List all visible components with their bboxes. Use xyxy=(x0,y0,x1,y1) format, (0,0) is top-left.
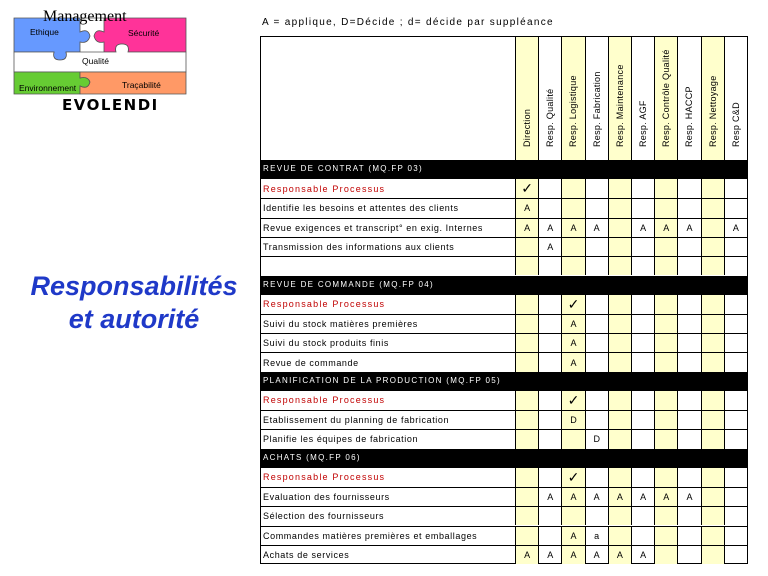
responsibility-cell xyxy=(585,257,608,275)
responsibility-cell xyxy=(724,391,747,410)
column-header-label: Resp. AGF xyxy=(638,100,649,147)
task-label: Transmission des informations aux clients xyxy=(263,242,455,253)
column-header xyxy=(631,37,654,160)
responsibility-cell xyxy=(654,411,677,429)
responsibility-cell: A xyxy=(561,546,584,564)
responsibility-cell xyxy=(585,468,608,487)
responsibility-cell xyxy=(538,527,561,545)
responsibility-cell xyxy=(724,468,747,487)
column-header xyxy=(561,37,584,160)
column-header-label: Resp. Logistique xyxy=(568,75,579,147)
task-label: Planifie les équipes de fabrication xyxy=(263,434,419,445)
responsibility-cell xyxy=(701,411,724,429)
responsibility-cell xyxy=(631,179,654,198)
brand-name: EVOLENDI xyxy=(62,96,159,114)
table-row xyxy=(261,256,747,275)
responsibility-cell xyxy=(724,353,747,371)
responsibility-cell xyxy=(561,238,584,256)
table-row xyxy=(261,506,747,525)
responsibility-cell xyxy=(608,391,631,410)
responsibility-cell: A xyxy=(538,488,561,506)
responsibility-cell xyxy=(701,430,724,448)
responsibility-cell xyxy=(701,257,724,275)
column-header-label: Resp. HACCP xyxy=(684,86,695,147)
responsibility-cell xyxy=(654,315,677,333)
side-title-line-2: et autorité xyxy=(68,304,200,334)
responsibility-cell xyxy=(585,315,608,333)
responsibility-cell xyxy=(701,546,724,564)
section-title: ACHATS (MQ.FP 06) xyxy=(263,452,361,462)
responsibility-cell: a xyxy=(585,527,608,545)
table-row xyxy=(261,333,747,352)
responsibility-cell xyxy=(585,199,608,217)
column-header-label: Resp. Qualité xyxy=(545,88,556,147)
responsibility-cell xyxy=(654,199,677,217)
responsibility-cell: A xyxy=(631,488,654,506)
logo-title: Management xyxy=(43,8,127,25)
check-mark-cell: ✓ xyxy=(515,179,538,198)
responsibility-cell: A xyxy=(515,219,538,237)
table-row xyxy=(261,545,747,564)
responsibility-cell: A xyxy=(561,334,584,352)
section-header xyxy=(261,372,747,391)
responsibility-cell xyxy=(538,391,561,410)
responsibility-cell xyxy=(585,334,608,352)
responsibility-cell xyxy=(538,295,561,314)
responsibility-cell xyxy=(654,507,677,525)
responsibility-cell: A xyxy=(561,315,584,333)
responsibility-cell xyxy=(585,353,608,371)
responsibility-cell xyxy=(701,507,724,525)
responsibility-cell xyxy=(701,468,724,487)
responsibility-cell: A xyxy=(585,488,608,506)
responsibility-cell xyxy=(677,468,700,487)
responsibility-cell xyxy=(608,507,631,525)
responsibility-cell xyxy=(701,527,724,545)
responsibility-cell xyxy=(538,430,561,448)
responsibility-cell xyxy=(701,219,724,237)
table-row xyxy=(261,314,747,333)
task-label: Sélection des fournisseurs xyxy=(263,511,385,522)
column-header-label: Resp C&D xyxy=(730,102,741,147)
responsibility-cell: A xyxy=(585,219,608,237)
responsibility-cell xyxy=(654,391,677,410)
responsibility-cell: A xyxy=(585,546,608,564)
column-header-label: Resp. Contrôle Qualité xyxy=(661,49,672,147)
responsibility-cell xyxy=(701,199,724,217)
responsibility-cell: A xyxy=(515,199,538,217)
task-label: Commandes matières premières et emballages xyxy=(263,530,478,541)
responsibility-cell xyxy=(701,179,724,198)
column-header xyxy=(608,37,631,160)
responsibility-cell xyxy=(677,353,700,371)
column-header-label: Resp. Fabrication xyxy=(591,71,602,147)
section-title: REVUE DE CONTRAT (MQ.FP 03) xyxy=(263,164,424,173)
responsibility-cell xyxy=(631,199,654,217)
responsibility-cell xyxy=(631,468,654,487)
responsibility-cell xyxy=(608,179,631,198)
responsibility-cell xyxy=(724,199,747,217)
responsibility-cell xyxy=(538,179,561,198)
column-header xyxy=(701,37,724,160)
responsibility-cell xyxy=(561,507,584,525)
task-label xyxy=(263,257,515,275)
check-mark-cell: ✓ xyxy=(561,391,584,410)
responsibility-cell xyxy=(515,295,538,314)
responsibility-cell xyxy=(561,179,584,198)
responsibility-cell xyxy=(677,546,700,564)
responsibility-cell xyxy=(677,527,700,545)
responsibility-cell xyxy=(631,334,654,352)
responsibility-cell xyxy=(677,391,700,410)
responsibility-cell: A xyxy=(561,219,584,237)
responsibility-cell xyxy=(608,527,631,545)
responsibility-cell: A xyxy=(608,546,631,564)
responsibility-cell xyxy=(724,295,747,314)
process-owner-label: Responsable Processus xyxy=(263,299,386,310)
responsibility-cell xyxy=(724,238,747,256)
responsibility-cell xyxy=(608,199,631,217)
table-row xyxy=(261,410,747,429)
table-row xyxy=(261,391,747,410)
responsibility-cell xyxy=(701,295,724,314)
process-owner-label: Responsable Processus xyxy=(263,395,386,406)
task-label: Identifie les besoins et attentes des clients xyxy=(263,203,459,214)
responsibility-cell: A xyxy=(538,546,561,564)
responsibility-cell xyxy=(654,468,677,487)
responsibility-cell xyxy=(585,238,608,256)
responsibility-cell: A xyxy=(631,546,654,564)
responsibility-cell xyxy=(654,295,677,314)
responsibility-cell: A xyxy=(561,353,584,371)
section-title: REVUE DE COMMANDE (MQ.FP 04) xyxy=(263,279,434,289)
table-row xyxy=(261,198,747,217)
responsibility-cell xyxy=(538,315,561,333)
section-header xyxy=(261,449,747,468)
task-label: Suivi du stock produits finis xyxy=(263,338,389,349)
responsibility-cell xyxy=(724,527,747,545)
responsibility-cell xyxy=(724,430,747,448)
responsibility-cell xyxy=(701,353,724,371)
responsibility-cell xyxy=(724,488,747,506)
responsibility-cell xyxy=(608,219,631,237)
responsibility-cell xyxy=(677,295,700,314)
responsibility-cell xyxy=(538,411,561,429)
responsibility-matrix xyxy=(260,36,748,564)
responsibility-cell xyxy=(608,257,631,275)
responsibility-cell xyxy=(538,353,561,371)
responsibility-cell xyxy=(538,257,561,275)
responsibility-cell xyxy=(724,334,747,352)
responsibility-cell xyxy=(515,238,538,256)
responsibility-cell: A xyxy=(538,219,561,237)
responsibility-cell xyxy=(701,315,724,333)
responsibility-cell xyxy=(515,315,538,333)
responsibility-cell xyxy=(608,315,631,333)
responsibility-cell xyxy=(654,546,677,564)
responsibility-cell xyxy=(515,488,538,506)
responsibility-cell xyxy=(654,353,677,371)
responsibility-cell xyxy=(724,315,747,333)
responsibility-cell: D xyxy=(585,430,608,448)
responsibility-cell xyxy=(677,430,700,448)
legend: A = applique, D=Décide ; d= décide par suppléance xyxy=(262,17,554,28)
logo-label-environnement: Environnement xyxy=(19,83,77,93)
responsibility-cell xyxy=(677,315,700,333)
responsibility-cell xyxy=(631,430,654,448)
responsibility-cell xyxy=(701,391,724,410)
table-row xyxy=(261,295,747,314)
table-row xyxy=(261,429,747,448)
responsibility-cell xyxy=(654,334,677,352)
responsibility-cell xyxy=(677,334,700,352)
task-label: Revue exigences et transcript° en exig. Internes xyxy=(263,222,484,233)
responsibility-cell xyxy=(631,353,654,371)
responsibility-cell xyxy=(515,468,538,487)
responsibility-cell xyxy=(515,334,538,352)
column-header xyxy=(538,37,561,160)
responsibility-cell xyxy=(515,507,538,525)
responsibility-cell xyxy=(677,257,700,275)
responsibility-cell xyxy=(677,411,700,429)
column-header-label: Direction xyxy=(522,108,533,147)
responsibility-cell: A xyxy=(561,527,584,545)
section-title: PLANIFICATION DE LA PRODUCTION (MQ.FP 05) xyxy=(263,375,501,385)
responsibility-cell: A xyxy=(561,488,584,506)
table-row xyxy=(261,468,747,487)
responsibility-cell: A xyxy=(724,219,747,237)
process-owner-label: Responsable Processus xyxy=(263,472,386,483)
responsibility-cell xyxy=(677,507,700,525)
responsibility-cell: A xyxy=(608,488,631,506)
responsibility-cell xyxy=(515,430,538,448)
table-row xyxy=(261,526,747,545)
responsibility-cell xyxy=(724,179,747,198)
task-label: Suivi du stock matières premières xyxy=(263,318,418,329)
responsibility-cell xyxy=(724,411,747,429)
responsibility-cell xyxy=(538,507,561,525)
table-row xyxy=(261,237,747,256)
responsibility-cell: A xyxy=(631,219,654,237)
responsibility-cell xyxy=(608,295,631,314)
responsibility-cell xyxy=(608,238,631,256)
responsibility-cell xyxy=(561,430,584,448)
responsibility-cell xyxy=(654,238,677,256)
side-title xyxy=(14,270,254,336)
column-header-label: Resp. Maintenance xyxy=(614,64,625,147)
responsibility-cell: A xyxy=(677,488,700,506)
check-mark-cell: ✓ xyxy=(561,295,584,314)
responsibility-cell xyxy=(515,353,538,371)
responsibility-cell xyxy=(585,507,608,525)
responsibility-cell xyxy=(608,411,631,429)
responsibility-cell xyxy=(724,546,747,564)
responsibility-cell xyxy=(538,199,561,217)
logo-label-securite: Sécurité xyxy=(128,28,160,38)
column-header xyxy=(585,37,608,160)
logo-label-ethique: Ethique xyxy=(30,27,59,37)
check-mark-cell: ✓ xyxy=(561,468,584,487)
responsibility-cell xyxy=(631,527,654,545)
responsibility-cell xyxy=(515,411,538,429)
column-header-label: Resp. Nettoyage xyxy=(707,75,718,147)
responsibility-cell xyxy=(631,295,654,314)
logo-label-tracabilite: Traçabilité xyxy=(122,80,161,90)
column-header xyxy=(724,37,747,160)
responsibility-cell xyxy=(631,507,654,525)
column-header xyxy=(677,37,700,160)
responsibility-cell xyxy=(515,391,538,410)
task-label: Evaluation des fournisseurs xyxy=(263,492,390,503)
responsibility-cell xyxy=(701,488,724,506)
responsibility-cell xyxy=(585,411,608,429)
task-label: Revue de commande xyxy=(263,357,359,368)
responsibility-cell xyxy=(724,507,747,525)
responsibility-cell: A xyxy=(654,488,677,506)
responsibility-cell: A xyxy=(515,546,538,564)
responsibility-cell xyxy=(724,257,747,275)
responsibility-cell xyxy=(631,391,654,410)
responsibility-cell xyxy=(631,411,654,429)
responsibility-cell xyxy=(538,468,561,487)
responsibility-cell xyxy=(561,199,584,217)
responsibility-cell xyxy=(677,238,700,256)
responsibility-cell: A xyxy=(654,219,677,237)
responsibility-cell xyxy=(701,334,724,352)
responsibility-cell: A xyxy=(538,238,561,256)
task-label: Achats de services xyxy=(263,549,350,560)
responsibility-cell xyxy=(585,179,608,198)
process-owner-label: Responsable Processus xyxy=(263,183,386,194)
logo-label-qualite: Qualité xyxy=(82,56,109,66)
column-header xyxy=(515,37,538,160)
responsibility-cell xyxy=(654,257,677,275)
responsibility-cell xyxy=(654,179,677,198)
responsibility-cell: A xyxy=(677,219,700,237)
responsibility-cell xyxy=(654,430,677,448)
responsibility-cell xyxy=(515,257,538,275)
responsibility-cell xyxy=(608,430,631,448)
responsibility-cell xyxy=(654,527,677,545)
responsibility-cell xyxy=(677,199,700,217)
responsibility-cell xyxy=(701,238,724,256)
responsibility-cell xyxy=(515,527,538,545)
responsibility-cell xyxy=(608,353,631,371)
responsibility-cell xyxy=(631,238,654,256)
company-logo xyxy=(10,6,190,116)
responsibility-cell xyxy=(631,315,654,333)
responsibility-cell xyxy=(585,391,608,410)
section-header xyxy=(261,276,747,295)
task-label: Etablissement du planning de fabrication xyxy=(263,415,450,426)
responsibility-cell xyxy=(561,257,584,275)
responsibility-cell xyxy=(631,257,654,275)
responsibility-cell xyxy=(677,179,700,198)
responsibility-cell xyxy=(538,334,561,352)
table-row xyxy=(261,179,747,198)
side-title-line-1: Responsabilités xyxy=(30,271,238,301)
responsibility-cell xyxy=(608,468,631,487)
section-header xyxy=(261,160,747,179)
responsibility-cell xyxy=(585,295,608,314)
table-row xyxy=(261,487,747,506)
column-header xyxy=(654,37,677,160)
responsibility-cell: D xyxy=(561,411,584,429)
table-row xyxy=(261,352,747,371)
responsibility-cell xyxy=(608,334,631,352)
table-row xyxy=(261,218,747,237)
